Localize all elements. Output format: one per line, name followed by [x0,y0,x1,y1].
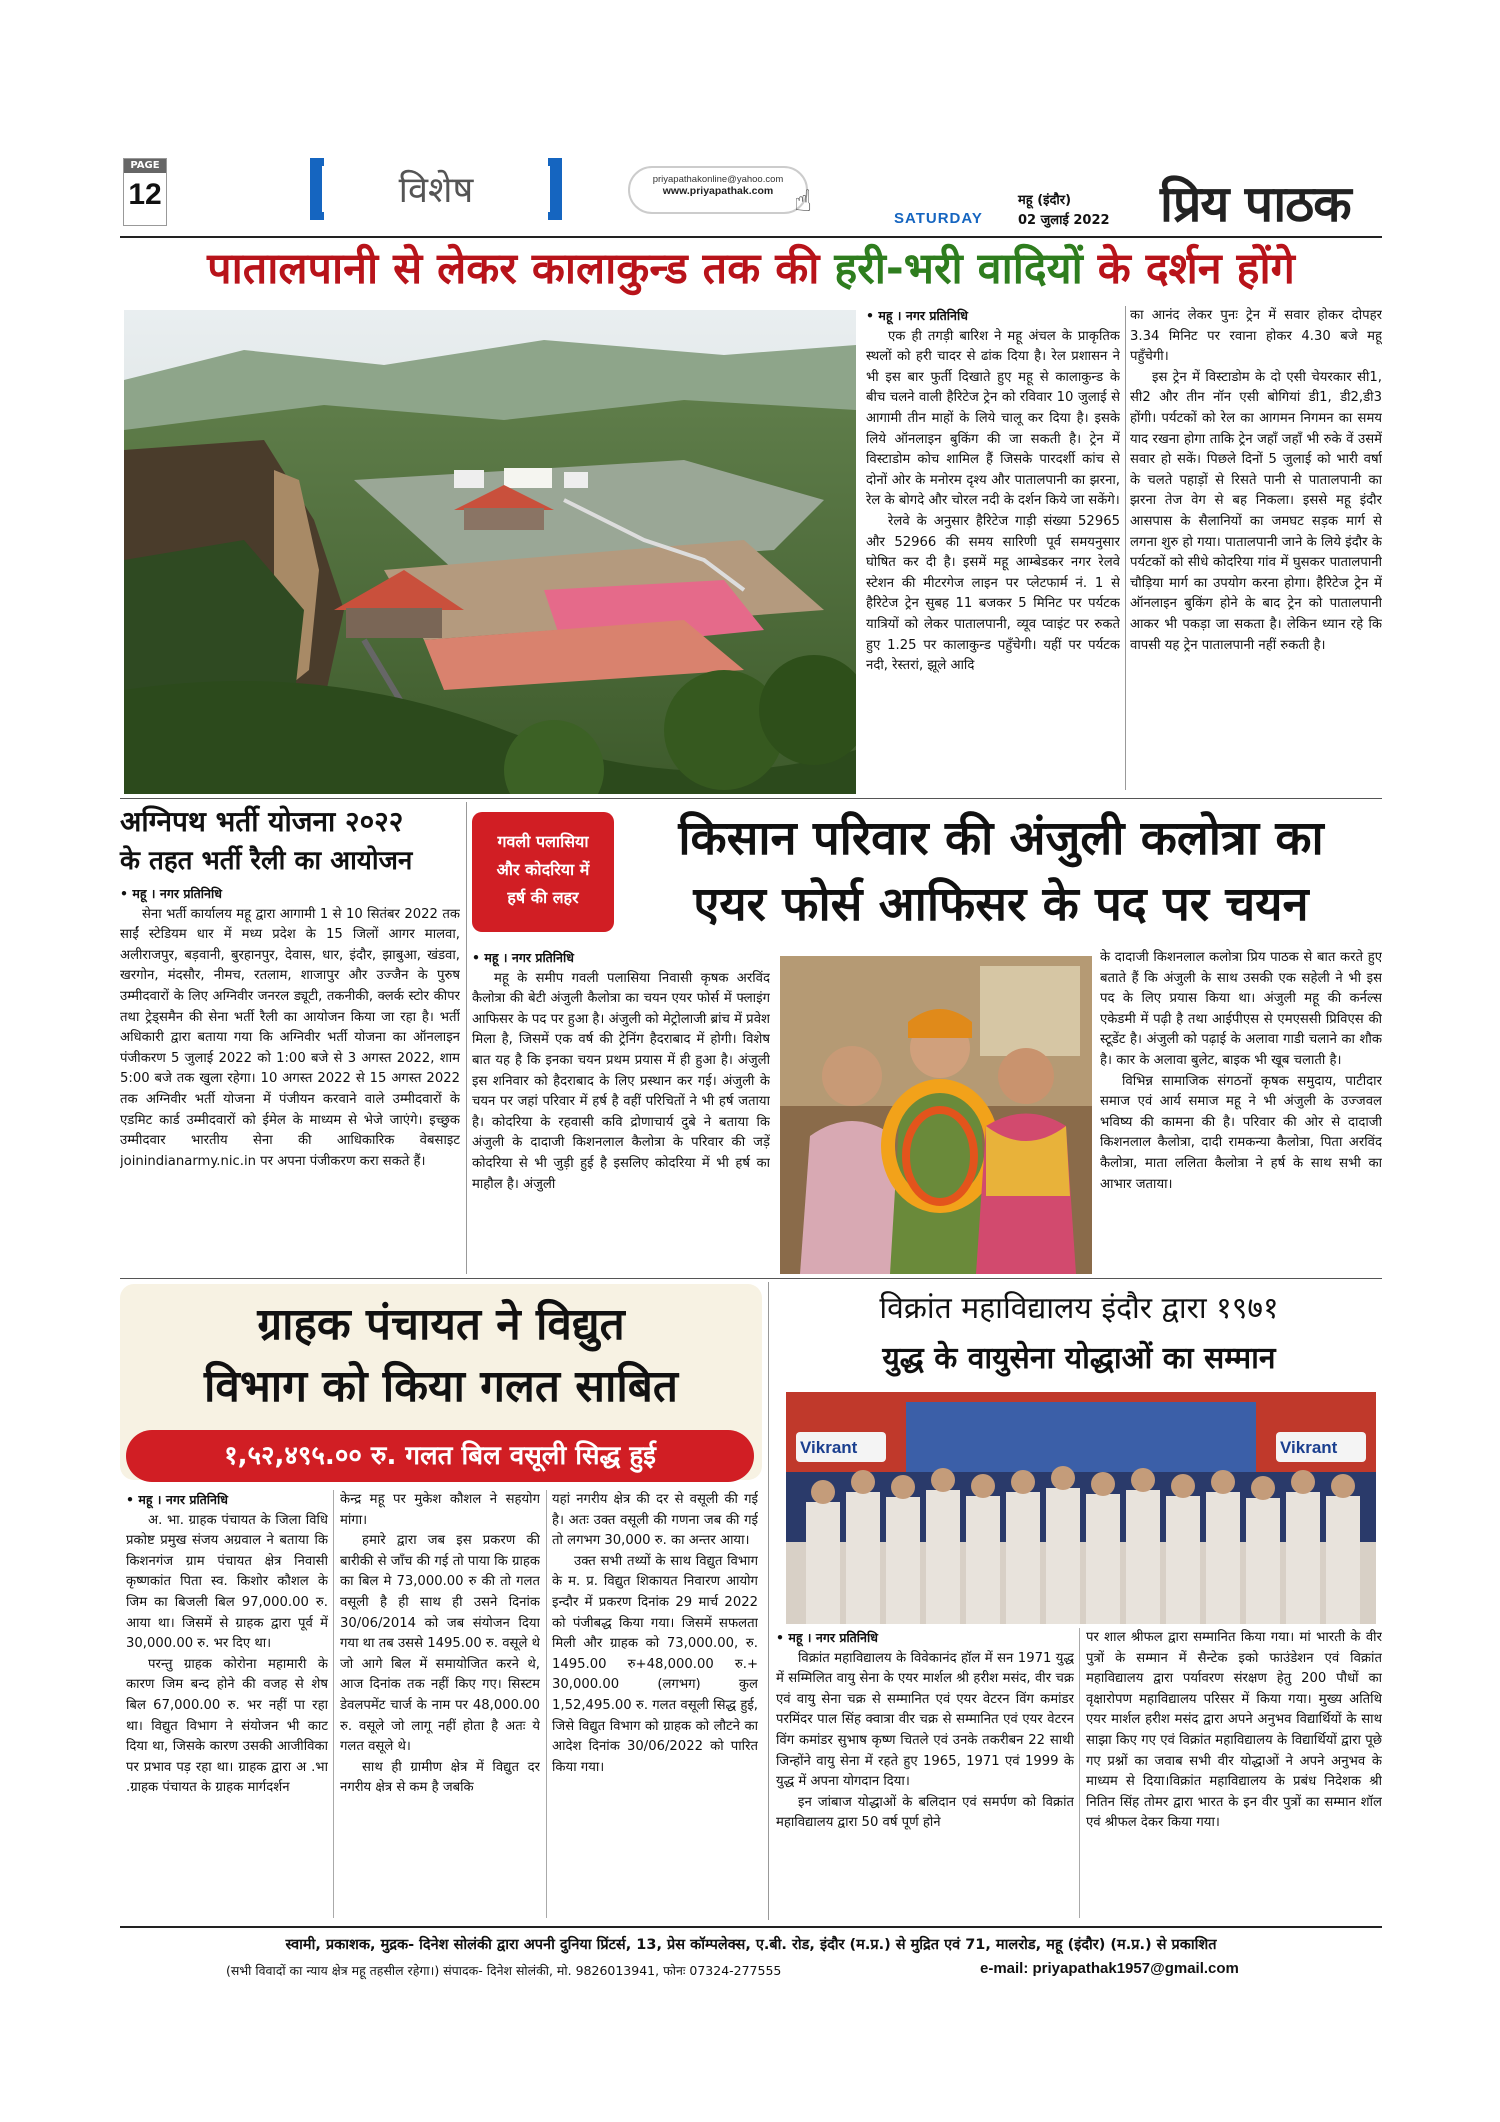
bracket-right [548,158,562,220]
section-rule [120,1278,1382,1279]
footer-email: e-mail: priyapathak1957@gmail.com [980,1960,1239,1977]
vikrant-column-2: पर शाल श्रीफल द्वारा सम्मानित किया गया। मां भारती के वीर पुत्रों के सम्मान में सैन्टेक इको फाउंडेशन एवं विक्रांत महाविद्यालय द्वारा पर्यावरण संरक्षण हेतु 200 पौधों का वृक्षारोपण महाविद्यालय परिसर में किया गया। मुख्य अतिथि एयर मार्शल हरीश मसंद द्वारा अपने अनुभव विद्यार्थियों के साथ साझा किए गए एवं विक्रांत महाविद्यालय के विद्यार्थियों द्वारा पूछे गए प्रश्नों का जवाब सभी वीर योद्धाओं ने अपने अनुभव के माध्यम से दिया।विक्रांत महाविद्यालय के प्रबंध निदेशक श्री नितिन सिंह तोमर द्वारा भारत के इन वीर पुत्रों का सम्मान शॉल एवं श्रीफल देकर किया गया। [1086,1630,1382,1831]
contact-email: priyapathakonline@yahoo.com [652,174,784,185]
column-rule [1125,306,1126,790]
logo: प्रिय पाठक [1160,175,1351,233]
page-tag: PAGE 12 [123,158,167,226]
lead-column-2: का आनंद लेकर पुनः ट्रेन में सवार होकर दोपहर 3.34 मिनिट पर रवाना होकर 4.30 बजे महू पहुँचेगी। इस ट्रेन में विस्टाडोम के दो एसी चेयरकार सी1, सी2 और तीन नॉन एसी बोगियां डी1, डी2,डी3 होंगी। पर्यटकों को रेल का आगमन निगमन का समय याद रखना होगा ताकि ट्रेन जहाँ जहाँ भी रुके वें उसमें सवार हो सकें। पिछले दिनों 5 जुलाई को भारी वर्षा के चलते पहाड़ों से रिसते पानी से पातालपानी का झरना तेज वेग से बह निकला। इससे महू इंदौर आसपास के सैलानियों का जमघट सड़क मार्ग से लगना शुरु हो गया। पातालपानी जाने के लिये इंदौर के पर्यटकों को सीधे कोदरिया गांव में घुसकर पातालपानी चौड़िया मार्ग का उपयोग करना होगा। हैरिटेज ट्रेन में ऑनलाइन बुकिंग होने के बाद ट्रेन को पातालपानी आकर भी पकड़ा जा सकता है। लेकिन ध्यान रहे कि वापसी यह ट्रेन पातालपानी नहीं रुकती है। [1130,308,1382,653]
editor-line: (सभी विवादों का न्याय क्षेत्र महू तहसील रहेगा।) संपादक- दिनेश सोलंकी, मो. 9826013941, फोनः 07324-277555 [226,1963,782,1978]
anjuli-column-1: • महू । नगर प्रतिनिधि महू के समीप गवली पलासिया निवासी कृषक अरविंद कैलोत्रा की बेटी अंजुली कैलोत्रा का चयन एयर फोर्स में फ्लाइंग आफिसर के पद पर हुआ है। अंजुली को मेट्रोलाजी ब्रांच में प्रवेश मिला है, जिसमें एक वर्ष की ट्रेनिंग हैदराबाद में होगी। विशेष बात यह है कि इनका चयन प्रथम प्रयास में ही हुआ है। अंजुली इस शनिवार को हैदराबाद के लिए प्रस्थान कर गई। अंजुली के चयन पर जहां परिवार में हर्ष है वहीं परिचितों ने भी हर्ष जताया है। कोदरिया के रहवासी कवि द्रोणाचार्य दुबे ने बताया कि अंजुली के दादाजी किशनलाल कैलोत्रा के परिवार की जड़ें कोदरिया से भी जुड़ी हुई है इसलिए कोदरिया में भी हर्ष का माहौल है। अंजुली [472,950,770,1192]
consumer-column-1: • महू । नगर प्रतिनिधि अ. भा. ग्राहक पंचायत के जिला विधि प्रकोष्ट प्रमुख संजय अग्रवाल ने बताया कि किशनगंज ग्राम पंचायत क्षेत्र निवासी कृष्णकांत पिता स्व. किशोर कौशल के जिम का बिजली बिल 97,000.00 रु. आया था। जिसमें से ग्राहक द्वारा पूर्व में 30,000.00 रु. भर दिए था। परन्तु ग्राहक कोरोना महामारी के कारण जिम बन्द होने की वजह से शेष बिल 67,000.00 रु. भर नहीं पा रहा था। विद्युत विभाग ने संयोजन भी काट दिया था, जिसके कारण उसकी आजीविका पर प्रभाव पड़ रहा था। ग्राहक द्वारा अ .भा .ग्राहक पंचायत के ग्राहक मार्गदर्शन [126,1492,328,1796]
column-rule [466,802,467,1274]
agnipath-article: • महू । नगर प्रतिनिधि सेना भर्ती कार्यालय महू द्वारा आगामी 1 से 10 सितंबर 2022 तक साईं स्टेडियम धार में मध्य प्रदेश के 15 जिलों आगर मालवा, अलीराजपुर, बड़वानी, बुरहानपुर, देवास, धार, इंदौर, झाबुआ, खंडवा, खरगोन, मंदसौर, नीमच, रतलाम, शाजापुर और उज्जैन के पुरुष उम्मीदवारों के लिए अग्निवीर जनरल ड्यूटी, तकनीकी, क्लर्क स्टोर कीपर तथा ट्रेड्समैन की सेना भर्ती रैली का आयोजन किया जा रहा है। भर्ती अधिकारी द्वारा बताया गया कि अग्निवीर भर्ती योजना का ऑनलाइन पंजीकरण 5 जुलाई 2022 को 1:00 बजे से 3 अगस्त 2022, शाम 5:00 बजे तक खुला रहेगा। 10 अगस्त 2022 से 15 अगस्त 2022 तक अग्निवीर भर्ती योजना में पंजीयन करवाने वाले उम्मीदवारों के एडमिट कार्ड उम्मीदवारों को ईमेल के माध्यम से भेजे जाएंगे। इच्छुक उम्मीदवार भारतीय सेना की आधिकारिक वेबसाइट joinindianarmy.nic.in पर अपना पंजीकरण करा सकते हैं। [120,886,460,1169]
consumer-column-2: केन्द्र महू पर मुकेश कौशल ने सहयोग मांगा। हमारे द्वारा जब इस प्रकरण की बारीकी से जाँच की गई तो पाया कि ग्राहक का बिल मे 73,000.00 रु की तो गलत वसूली है ही साथ ही उसने दिनांक 30/06/2014 को जब संयोजन दिया गया था तब उससे 1495.00 रु. वसूले थे जो आगे बिल में समायोजित करने थे, आज दिनांक तक नहीं किए गए। सिस्टम डेवलपमेंट चार्ज के नाम पर 48,000.00 रु. वसूले जो लागू नहीं होता है अतः ये गलत वसूले थे। साथ ही ग्रामीण क्षेत्र में विद्युत दर नगरीय क्षेत्र से कम है जबकि [340,1492,540,1796]
lead-byline: • महू । नगर प्रतिनिधि [866,308,968,323]
anjuli-column-2: के दादाजी किशनलाल कलोत्रा प्रिय पाठक से बात करते हुए बताते हैं कि अंजुली के साथ उसकी एक सहेली ने भी इस पद के लिए प्रयास किया था। अंजुली महू की कर्नल्स एकेडमी में पढ़ी है तथा आईपीएस से एमएससी प्रिविएस की स्टूडेंट है। अंजुली को पढ़ाई के अलावा गाडी चलाने का शौक है। कार के अलावा बुलेट, बाइक भी खूब चलाती है। विभिन्न सामाजिक संगठनों कृषक समुदाय, पाटीदार समाज एवं आर्य समाज महू ने भी अंजुली के उज्जवल भविष्य की कामना की है। परिवार की ओर से दादाजी किशनलाल कैलोत्रा, दादी रामकन्या कैलोत्रा, पिता अरविंद कैलोत्रा, माता ललिता कैलोत्रा ने हर्ष के साथ सभी का आभार जताया। [1100,950,1382,1192]
page-number: 12 [128,178,162,211]
photo-banner-right: Vikrant [1280,1438,1338,1457]
day-label: SATURDAY [894,210,983,227]
consumer-subhead: १,५२,४९५.०० रु. गलत बिल वसूली सिद्ध हुई [126,1430,754,1482]
patalpani-scene [124,310,856,794]
agnipath-headline: अग्निपथ भर्ती योजना २०२२ के तहत भर्ती रैली का आयोजन [120,805,413,876]
section-label: विशेष [310,158,562,222]
pointer-hand-icon: ☝ [794,184,813,219]
consumer-headline: ग्राहक पंचायत ने विद्युत विभाग को किया गलत साबित [204,1299,678,1412]
patalpani-photo [124,310,856,794]
anjuli-family-photo [780,956,1092,1274]
column-rule [1079,1628,1080,1918]
contact-oval [628,166,808,214]
bracket-left [310,158,324,220]
anjuli-badge: गवली पलासिया और कोदरिया में हर्ष की लहर [472,812,614,932]
vikrant-photo [786,1392,1376,1624]
anjuli-headline: किसान परिवार की अंजुली कलोत्रा का एयर फोर्स आफिसर के पद पर चयन [678,811,1324,932]
section-rule [120,798,1382,799]
veterans-group-photo [786,1392,1376,1624]
vikrant-column-1: • महू । नगर प्रतिनिधि विक्रांत महाविद्यालय के विवेकानंद हॉल में सन 1971 युद्ध में सम्मिलित वायु सेना के एयर मार्शल श्री हरीश मसंद, वीर चक्र एवं वायु सेना चक्र से सम्मानित एवं एयर वेटरन विंग कमांडर परमिंदर पाल सिंह क्वात्रा वीर चक्र से सम्मानित एवं एयर वेटरन विंग कमांडर सुभाष कृष्ण चितले एवं उनके तकरीबन 22 साथी जिन्होंने वायु सेना में रहते हुए 1965, 1971 एवं 1999 के युद्ध में अपना योगदान दिया। इन जांबाज योद्धाओं के बलिदान एवं समर्पण को विक्रांत महाविद्यालय द्वारा 50 वर्ष पूर्ण होने [776,1630,1074,1831]
place-label: महू (इंदौर) [1018,193,1072,208]
anjuli-photo [780,956,1092,1274]
imprint-line: स्वामी, प्रकाशक, मुद्रक- दिनेश सोलंकी द्वारा अपनी दुनिया प्रिंटर्स, 13, प्रेस कॉम्पलेक्स, ए.बी. रोड, इंदौर (म.प्र.) से मुद्रित एवं 71, मालरोड, महू (इंदौर) (म.प्र.) से प्रकाशित [285,1937,1217,1953]
date-label: 02 जुलाई 2022 [1018,213,1110,228]
contact-website: www.priyapathak.com [662,185,774,197]
consumer-column-3: यहां नगरीय क्षेत्र की दर से वसूली की गई है। अतः उक्त वसूली की गणना जब की गई तो लगभग 30,000 रु. का अन्तर आया। उक्त सभी तथ्यों के साथ विद्युत विभाग के म. प्र. विद्युत शिकायत निवारण आयोग इन्दौर में प्रकरण दिनांक 29 मार्च 2022 को पंजीबद्ध किया गया। जिसमें सफलता मिली और ग्राहक को 73,000.00, रु. 1495.00 रु+48,000.00 रु.+ 30,000.00 (लगभग) कुल 1,52,495.00 रु. गलत वसूली सिद्ध हुई, जिसे विद्युत विभाग को ग्राहक को लौटने का आदेश दिनांक 30/06/2022 को पारित किया गया। [552,1492,758,1775]
column-rule [546,1490,547,1918]
column-rule [333,1490,334,1918]
lead-headline: पातालपानी से लेकर कालाकुन्ड तक की हरी-भरी वादियों के दर्शन होंगे [207,244,1295,294]
lead-column-1: • महू । नगर प्रतिनिधि एक ही तगड़ी बारिश ने महू अंचल के प्राकृतिक स्थलों को हरी चादर से ढांक दिया है। रेल प्रशासन ने भी इस बार फुर्ती दिखाते हुए महू से कालाकुन्ड के बीच चलने वाली हैरिटेज ट्रेन को रविवार 10 जुलाई से आगामी तीन माहों के लिये चालू कर दिया है। इसके लिये ऑनलाइन बुकिंग की जा सकती है। ट्रेन में विस्टाडोम कोच शामिल हैं जिसके पारदर्शी कांच से दोनों ओर के मनोरम दृश्य और पातालपानी का झरना, रेल के बोगदे और चोरल नदी के दर्शन किये जा सकेंगे। रेलवे के अनुसार हैरिटेज गाड़ी संख्या 52965 और 52966 की समय सारिणी पूर्व समयनुसार घोषित कर दी है। इसमें महू आम्बेडकर नगर रेलवे स्टेशन की मीटरगेज लाइन पर प्लेटफार्म नं. 1 से हैरिटेज ट्रेन सुबह 11 बजकर 5 मिनिट पर पर्यटक यात्रियों को लेकर पातालपानी, व्यूव प्वाइंट पर रुकते हुए 1.25 पर कालाकुन्ड पहुँचेगी। यहीं पर पर्यटक नदी, रेस्तरां, झूले आदि [866,308,1120,674]
footer-rule [120,1926,1382,1928]
column-rule [768,1282,769,1920]
agnipath-byline: • महू । नगर प्रतिनिधि [120,886,222,901]
photo-banner-left: Vikrant [800,1438,858,1457]
consumer-byline: • महू । नगर प्रतिनिधि [126,1492,228,1507]
vikrant-byline: • महू । नगर प्रतिनिधि [776,1630,878,1645]
masthead-rule [120,236,1382,238]
anjuli-byline: • महू । नगर प्रतिनिधि [472,950,574,965]
vikrant-headline: विक्रांत महाविद्यालय इंदौर द्वारा १९७१ युद्ध के वायुसेना योद्धाओं का सम्मान [879,1291,1279,1376]
